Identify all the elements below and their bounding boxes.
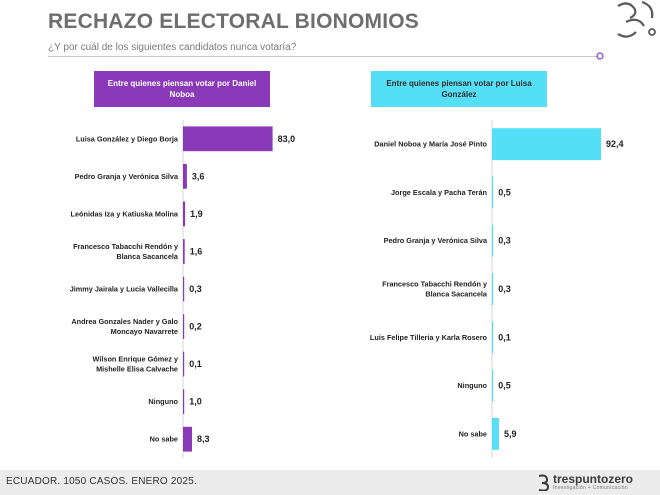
gonzalez-category-label-6: Ninguno [457,381,487,391]
gonzalez-bar-2 [492,177,493,209]
brand-mark-icon [536,473,552,491]
gonzalez-bar-5 [492,321,493,353]
noboa-bar-4 [183,239,185,264]
brand-tagline: Investigación + Comunicación [553,485,628,491]
gonzalez-category-label-4: Francesco Tabacchi Rendón y Blanca Sacancela [382,279,487,299]
noboa-category-label-1: Luisa González y Diego Borja [75,134,178,144]
noboa-category-label-3: Leónidas Iza y Katiuska Molina [70,209,178,219]
noboa-bar-9 [183,427,192,452]
noboa-value-label-3: 1,9 [190,208,203,219]
gonzalez-value-label-1: 92,4 [606,139,624,150]
gonzalez-category-label-1: Daniel Noboa y María José Pinto [374,139,487,149]
noboa-value-label-1: 83,0 [277,133,296,144]
noboa-value-label-8: 1,0 [189,396,202,407]
gonzalez-value-label-7: 5,9 [504,428,517,439]
gonzalez-bar-1 [492,128,601,160]
noboa-category-label-7: Wilson Enrique Gómez y Mishelle Elisa Calvache [92,354,178,374]
noboa-bar-7 [183,352,184,377]
noboa-value-label-6: 0,2 [189,321,202,332]
gonzalez-value-label-2: 0,5 [498,187,511,198]
noboa-bar-6 [183,314,184,339]
gonzalez-category-label-5: Luis Felipe Tilleria y Karla Rosero [369,332,487,342]
gonzalez-value-label-5: 0,1 [498,332,511,343]
noboa-category-label-9: No sabe [149,434,178,444]
noboa-bar-8 [183,389,184,414]
noboa-bar-5 [183,277,184,302]
gonzalez-bar-6 [492,370,493,402]
noboa-value-label-9: 8,3 [197,434,210,445]
noboa-value-label-4: 1,6 [189,246,203,257]
gonzalez-category-label-3: Pedro Granja y Verónica Silva [383,236,487,246]
gonzalez-category-label-7: No sabe [458,429,487,439]
gonzalez-bar-7 [492,418,499,450]
brand-name: trespuntozero [553,472,634,486]
noboa-category-label-6: Andrea Gonzales Nader y Galo Moncayo Navarrete [71,317,178,337]
noboa-value-label-2: 3,6 [191,171,205,182]
left-panel-header: Entre quienes piensan votar por Daniel Noboa [94,71,270,107]
noboa-category-label-8: Ninguno [148,397,178,407]
page-subtitle: ¿Y por cuál de los siguientes candidatos nunca votaría? [48,42,297,53]
gonzalez-value-label-6: 0,5 [498,380,511,391]
noboa-value-label-7: 0,1 [189,359,202,370]
gonzalez-value-label-3: 0,3 [498,235,511,246]
gonzalez-bar-3 [492,225,493,257]
noboa-bar-3 [183,202,185,227]
noboa-category-label-5: Jimmy Jairala y Lucía Vallecilla [69,284,178,294]
gonzalez-category-label-2: Jorge Escala y Pacha Terán [391,187,487,197]
gonzalez-value-label-4: 0,3 [498,284,511,294]
right-panel-header: Entre quienes piensan votar por Luisa González [371,71,547,107]
gonzalez-bar-4 [492,273,493,305]
noboa-category-label-2: Pedro Granja y Verónica Silva [74,171,178,181]
page-title: RECHAZO ELECTORAL BIONOMIOS [48,10,419,33]
noboa-category-label-4: Francesco Tabacchi Rendón y Blanca Sacancela [73,241,178,261]
noboa-bar-1 [183,126,273,151]
noboa-bar-2 [183,164,187,189]
brand-logo [536,472,656,494]
footer-caption: ECUADOR. 1050 CASOS. ENERO 2025. [6,476,197,487]
noboa-value-label-5: 0,3 [189,284,202,294]
